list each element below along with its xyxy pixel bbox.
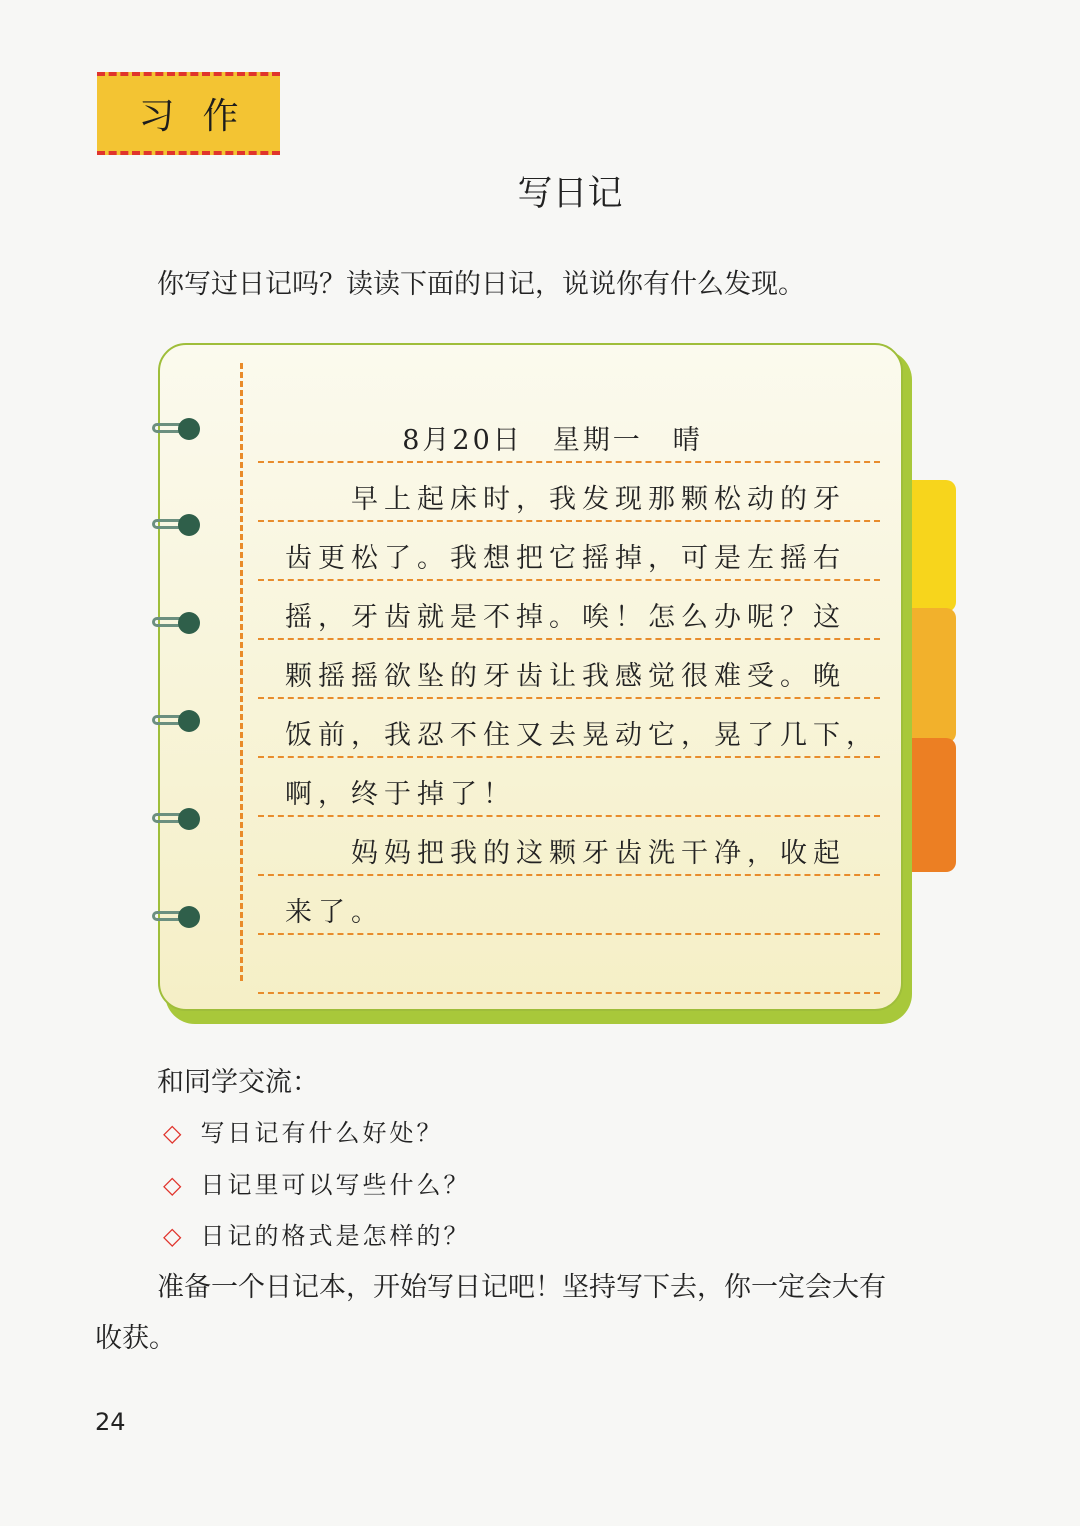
discussion-question: ◇ 日记里可以写些什么？ <box>163 1171 471 1199</box>
diary-date: 8月20日 星期一 晴 <box>402 425 703 456</box>
page-number: 24 <box>95 1408 126 1436</box>
diary-line: 妈妈把我的这颗牙齿洗干净，收起 <box>285 838 846 869</box>
diamond-bullet-icon: ◇ <box>163 1222 185 1250</box>
diary-line: 齿更松了。我想把它摇掉，可是左摇右 <box>285 543 846 574</box>
diary-line: 啊，终于掉了！ <box>285 779 516 810</box>
page-title: 写日记 <box>517 174 623 214</box>
spiral-ring-icon <box>152 613 208 633</box>
diary-line: 摇，牙齿就是不掉。唉！怎么办呢？这 <box>285 602 846 633</box>
closing-text: 准备一个日记本，开始写日记吧！坚持写下去，你一定会大有 <box>157 1272 886 1303</box>
diary-line: 饭前，我忍不住又去晃动它，晃了几下， <box>285 720 879 751</box>
diary-line: 早上起床时，我发现那颗松动的牙 <box>285 484 846 515</box>
notebook-rule <box>258 815 880 817</box>
notebook-rule <box>258 461 880 463</box>
discussion-question: ◇ 写日记有什么好处？ <box>163 1119 444 1147</box>
notebook-rule <box>258 638 880 640</box>
notebook-rule <box>258 992 880 994</box>
spiral-ring-icon <box>152 907 208 927</box>
notebook-rule <box>258 520 880 522</box>
diary-line: 来了。 <box>285 897 384 928</box>
diamond-bullet-icon: ◇ <box>163 1119 185 1147</box>
notebook-rule <box>258 579 880 581</box>
spiral-ring-icon <box>152 515 208 535</box>
discussion-heading: 和同学交流： <box>157 1067 319 1098</box>
spiral-ring-icon <box>152 711 208 731</box>
diary-notebook <box>158 343 903 1011</box>
section-label: 习作 <box>97 72 280 155</box>
closing-text-continued: 收获。 <box>95 1323 176 1354</box>
discussion-question: ◇ 日记的格式是怎样的？ <box>163 1222 471 1250</box>
notebook-rule <box>258 874 880 876</box>
spiral-ring-icon <box>152 809 208 829</box>
diamond-bullet-icon: ◇ <box>163 1171 185 1199</box>
intro-text: 你写过日记吗？读读下面的日记，说说你有什么发现。 <box>157 269 805 300</box>
notebook-rule <box>258 697 880 699</box>
diary-line: 颗摇摇欲坠的牙齿让我感觉很难受。晚 <box>285 661 846 692</box>
notebook-rule <box>258 933 880 935</box>
notebook-rule <box>258 756 880 758</box>
